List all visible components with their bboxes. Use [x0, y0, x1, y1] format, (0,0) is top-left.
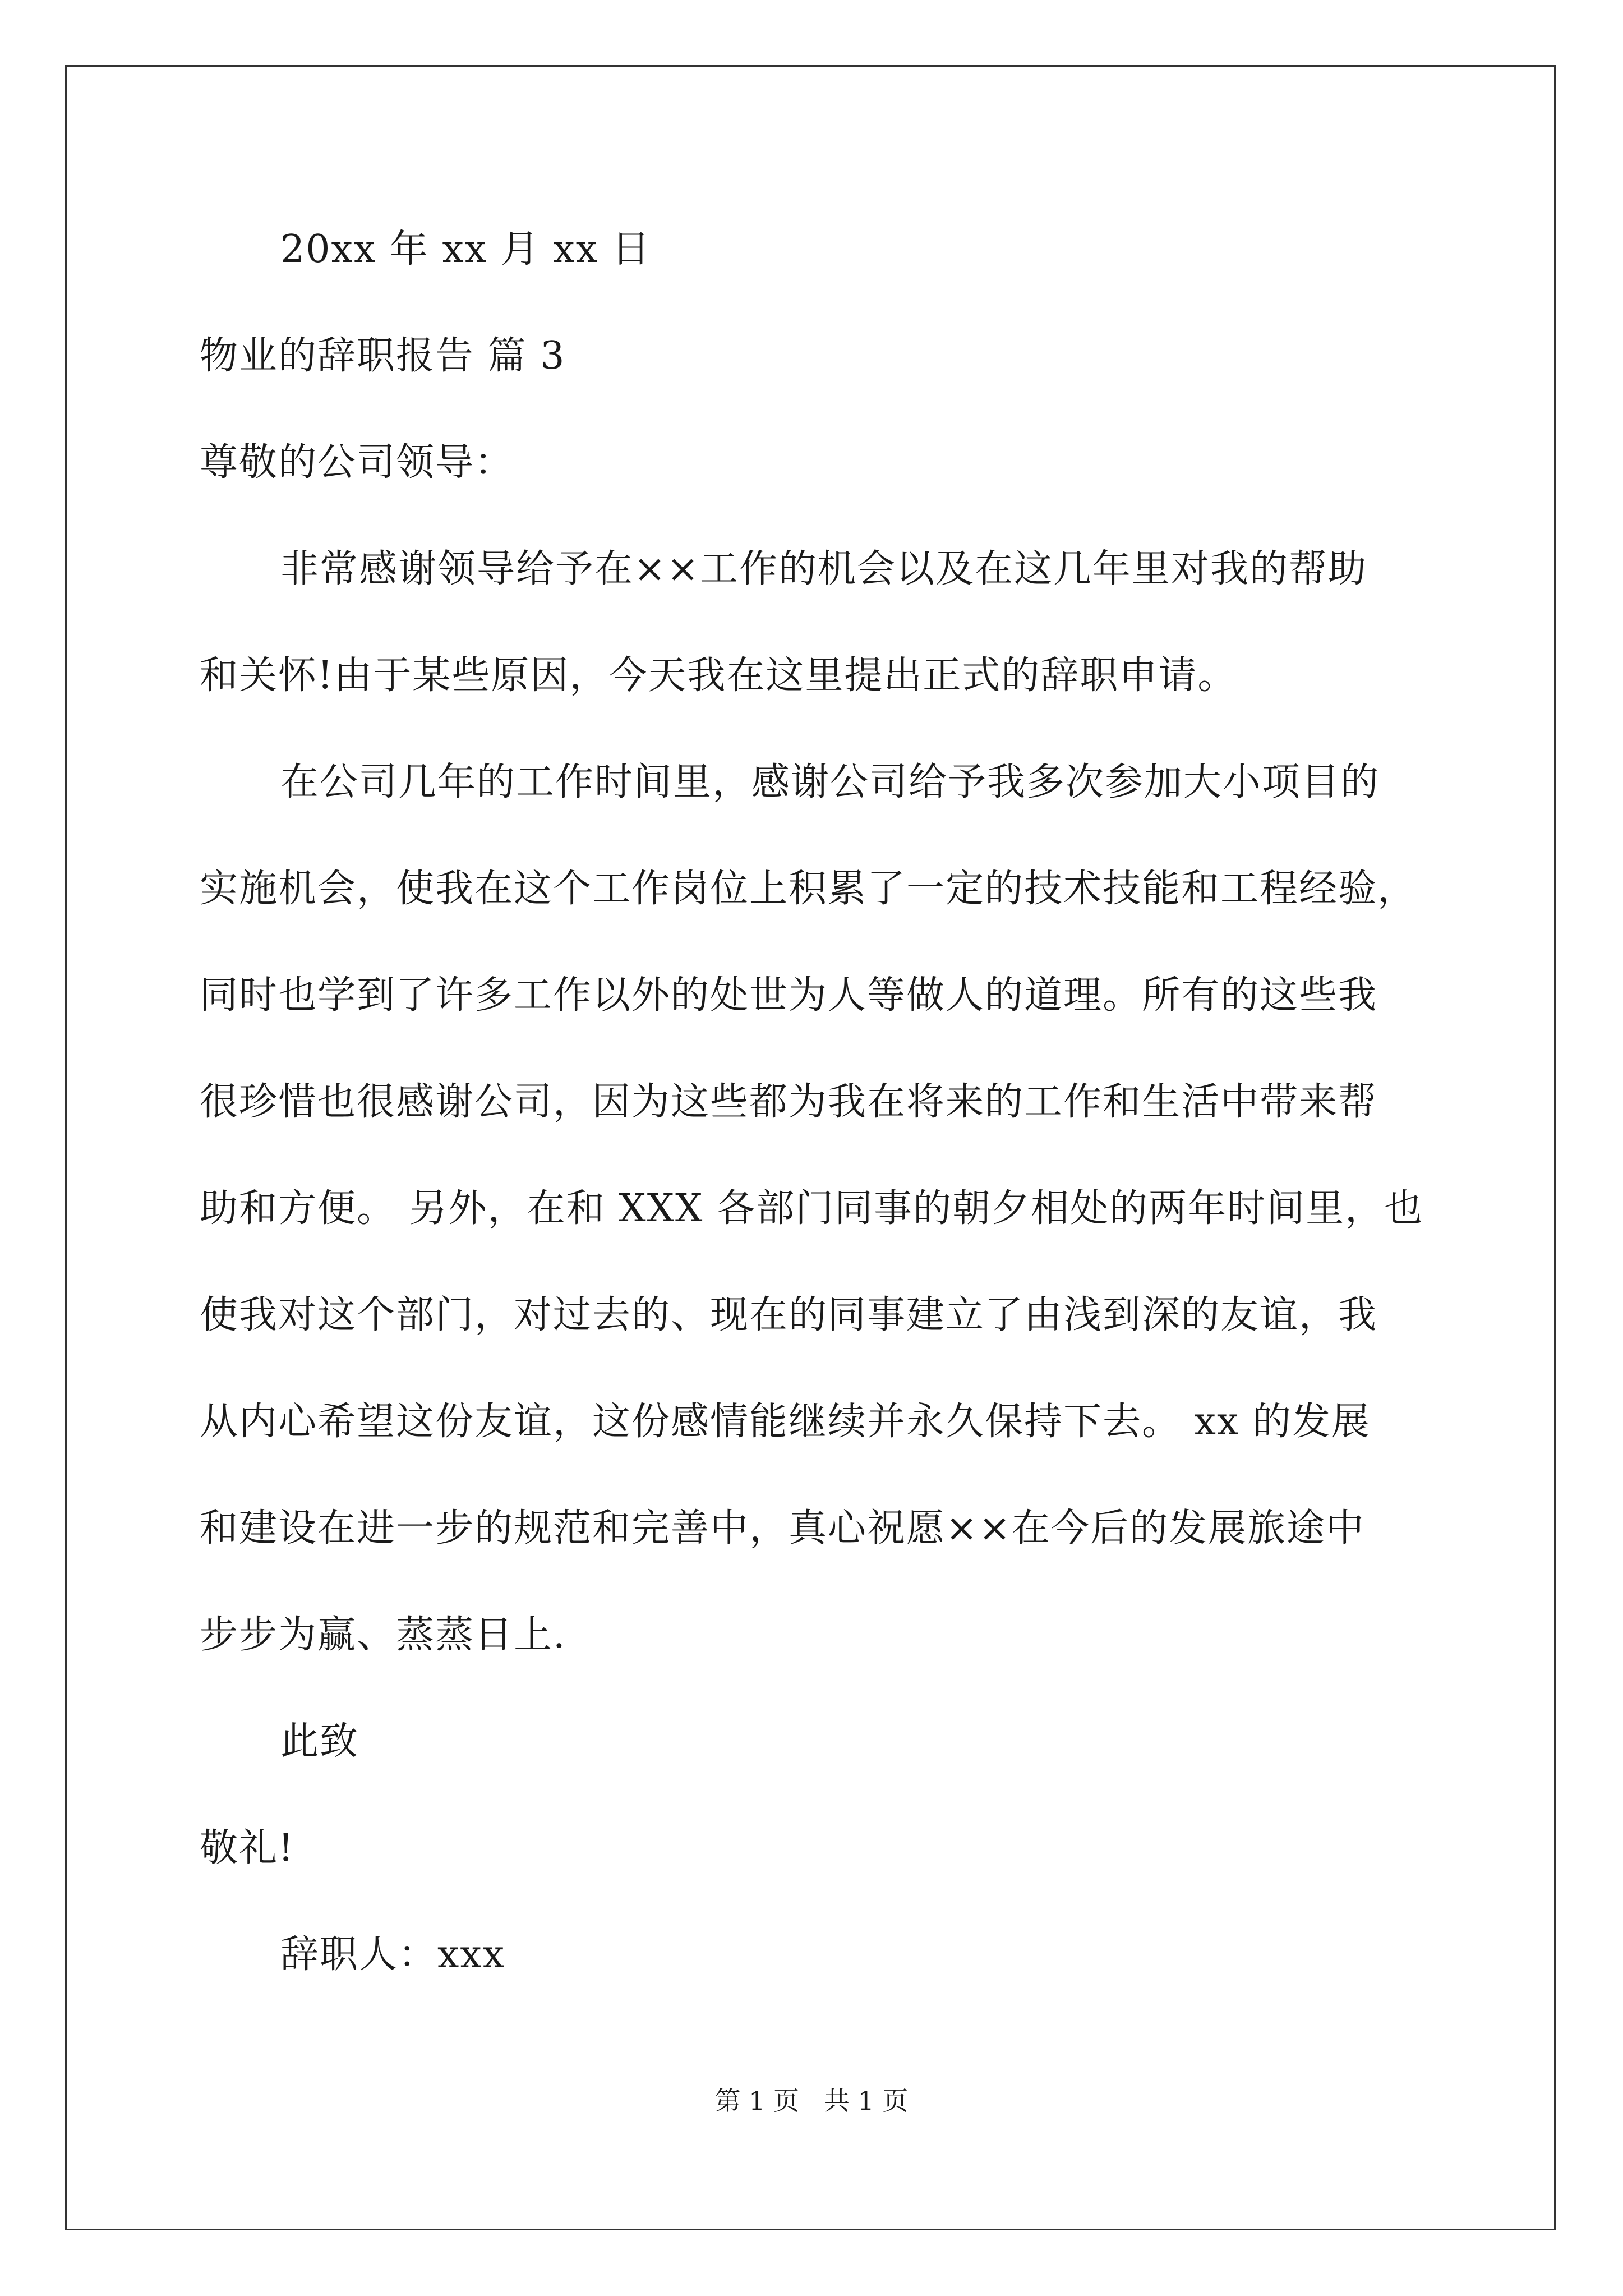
page-number-footer: 第 1 页 共 1 页	[714, 2086, 909, 2116]
paragraph-line: 和建设在进一步的规范和完善中，真心祝愿××在今后的发展旅途中	[200, 1506, 1365, 1550]
closing-line: 此致	[280, 1719, 359, 1764]
signature-line: 辞职人：xxx	[280, 1932, 506, 1977]
paragraph-line: 很珍惜也很感谢公司，因为这些都为我在将来的工作和生活中带来帮	[200, 1080, 1378, 1124]
paragraph-line: 在公司几年的工作时间里，感谢公司给予我多次参加大小项目的	[280, 760, 1380, 804]
paragraph-line: 同时也学到了许多工作以外的处世为人等做人的道理。所有的这些我	[200, 973, 1378, 1018]
paragraph-line: 助和方便。 另外，在和 XXX 各部门同事的朝夕相处的两年时间里，也	[200, 1186, 1424, 1231]
respect-line: 敬礼!	[200, 1826, 295, 1870]
paragraph-line: 和关怀!由于某些原因，今天我在这里提出正式的辞职申请。	[200, 654, 1237, 698]
section-title: 物业的辞职报告 篇 3	[200, 334, 566, 378]
salutation: 尊敬的公司领导：	[200, 440, 514, 485]
paragraph-line: 实施机会，使我在这个工作岗位上积累了一定的技术技能和工程经验，	[200, 867, 1417, 911]
paragraph-line: 使我对这个部门，对过去的、现在的同事建立了由浅到深的友谊，我	[200, 1293, 1378, 1337]
paragraph-line: 从内心希望这份友谊，这份感情能继续并永久保持下去。 xx 的发展	[200, 1400, 1371, 1444]
paragraph-line: 步步为赢、蒸蒸日上.	[200, 1613, 566, 1657]
paragraph-line: 非常感谢领导给予在××工作的机会以及在这几年里对我的帮助	[280, 547, 1367, 591]
date-line: 20xx 年 xx 月 xx 日	[280, 227, 651, 272]
page-border	[65, 65, 1556, 2230]
